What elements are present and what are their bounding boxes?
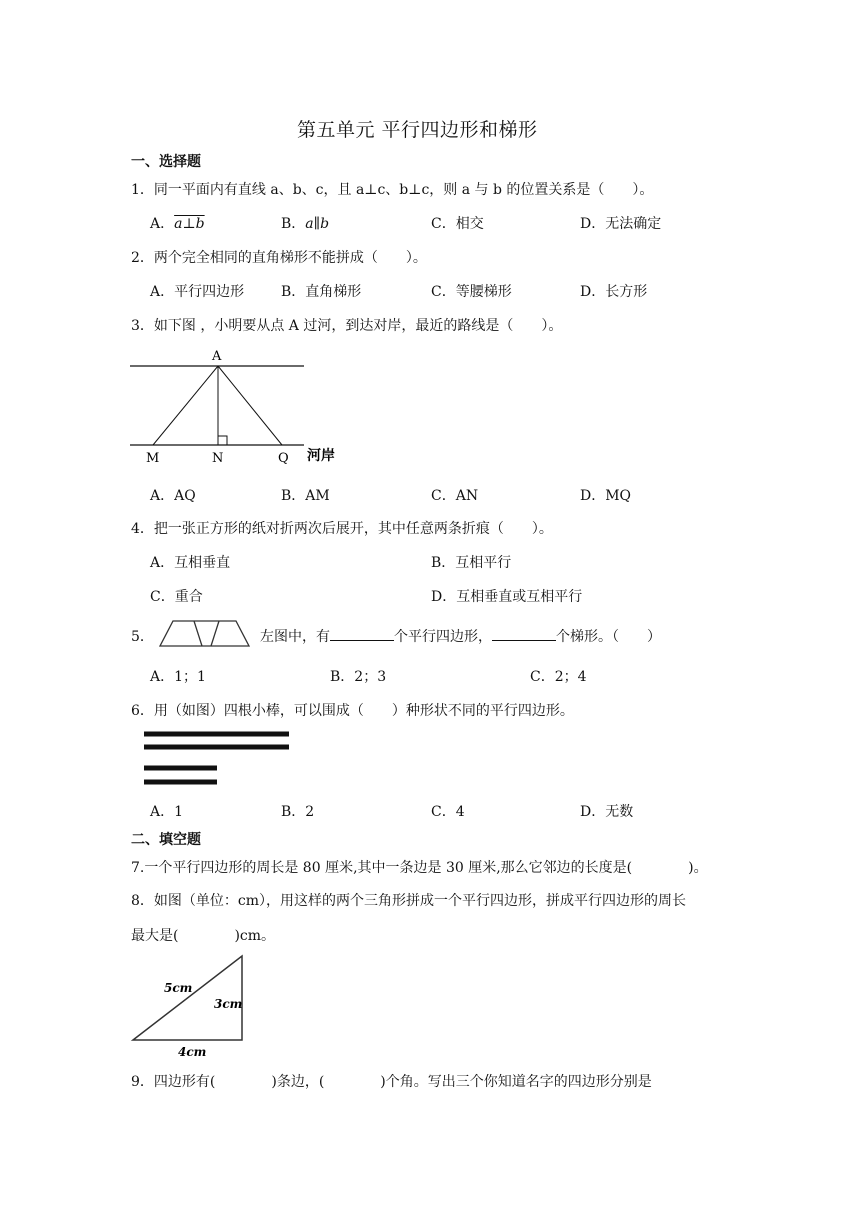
- q3-option-b: B．AM: [281, 488, 330, 504]
- question-5-number: 5．: [131, 629, 154, 645]
- q1-option-a-math: a⊥b: [174, 216, 205, 232]
- question-3-stem: 3．如下图 ，小明要从点 A 过河，到达对岸，最近的路线是（ ）。: [131, 318, 563, 334]
- q4-option-d: D．互相垂直或互相平行: [431, 589, 583, 605]
- q5-part1: 左图中，有: [260, 629, 330, 645]
- q2-option-d: D．长方形: [580, 284, 648, 300]
- q2-option-b: B．直角梯形: [281, 284, 362, 300]
- q4-option-a: A．互相垂直: [150, 555, 231, 571]
- question-2-stem: 2．两个完全相同的直角梯形不能拼成（ ）。: [131, 250, 427, 266]
- question-1-stem: 1．同一平面内有直线 a、b、c，且 a⊥c、b⊥c，则 a 与 b 的位置关系是（ ）。: [131, 182, 654, 198]
- q6-option-b: B．2: [281, 804, 315, 820]
- q5-option-a: A．1；1: [150, 669, 206, 685]
- q6-option-d: D．无数: [580, 804, 634, 820]
- q5-option-b: B．2；3: [330, 669, 387, 685]
- trapezoid-figure: [156, 616, 256, 652]
- q5-part3: 个梯形。（ ）: [556, 629, 661, 645]
- question-9-stem: 9．四边形有( )条边，( )个角。写出三个你知道名字的四边形分别是: [131, 1074, 652, 1090]
- q3-option-d: D．MQ: [580, 488, 632, 504]
- q1-option-c: C．相交: [431, 216, 484, 232]
- question-8-line-2: 最大是( )cm。: [131, 928, 276, 944]
- question-4-stem: 4．把一张正方形的纸对折两次后展开，其中任意两条折痕（ ）。: [131, 521, 553, 537]
- page-title: 第五单元 平行四边形和梯形: [297, 119, 538, 141]
- q3-option-c: C．AN: [431, 488, 479, 504]
- section-heading-fill: 二、填空题: [131, 832, 201, 848]
- q6-option-a: A．1: [150, 804, 184, 820]
- sticks-figure: [140, 728, 300, 790]
- q2-option-c: C．等腰梯形: [431, 284, 512, 300]
- right-triangle-figure: [128, 952, 253, 1062]
- question-8-line-1: 8．如图（单位：cm），用这样的两个三角形拼成一个平行四边形，拼成平行四边形的周长: [131, 893, 687, 909]
- hypotenuse-label: 5cm: [164, 981, 193, 995]
- q1-option-b-math: a∥b: [305, 216, 330, 232]
- point-n-label: N: [212, 451, 224, 466]
- q1-option-b: [281, 213, 329, 233]
- point-q-label: Q: [278, 451, 289, 466]
- q3-option-a: A．AQ: [150, 488, 196, 504]
- q5-part2: 个平行四边形，: [394, 629, 492, 645]
- q2-option-a: A．平行四边形: [150, 284, 245, 300]
- base-label: 4cm: [178, 1045, 207, 1059]
- question-5-text: [260, 626, 661, 646]
- point-a-label: A: [212, 349, 222, 364]
- q6-option-c: C．4: [431, 804, 465, 820]
- q1-option-a: [150, 213, 205, 233]
- q4-option-b: B．互相平行: [431, 555, 512, 571]
- river-bank-label: 河岸: [307, 448, 335, 464]
- q1-option-d: D．无法确定: [580, 216, 662, 232]
- river-crossing-figure: [125, 344, 355, 468]
- q5-blank-2: [492, 628, 556, 641]
- section-heading-choice: 一、选择题: [131, 154, 201, 170]
- q4-option-c: C．重合: [150, 589, 203, 605]
- q5-option-c: C．2；4: [530, 669, 587, 685]
- q5-blank-1: [330, 628, 394, 641]
- question-7-stem: 7.一个平行四边形的周长是 80 厘米,其中一条边是 30 厘米,那么它邻边的长度是( )。: [131, 860, 708, 876]
- q1-option-a-prefix: A．: [150, 216, 175, 232]
- point-m-label: M: [146, 451, 160, 466]
- height-label: 3cm: [214, 997, 243, 1011]
- question-6-stem: 6．用（如图）四根小棒，可以围成（ ）种形状不同的平行四边形。: [131, 703, 574, 719]
- q1-option-b-prefix: B．: [281, 216, 306, 232]
